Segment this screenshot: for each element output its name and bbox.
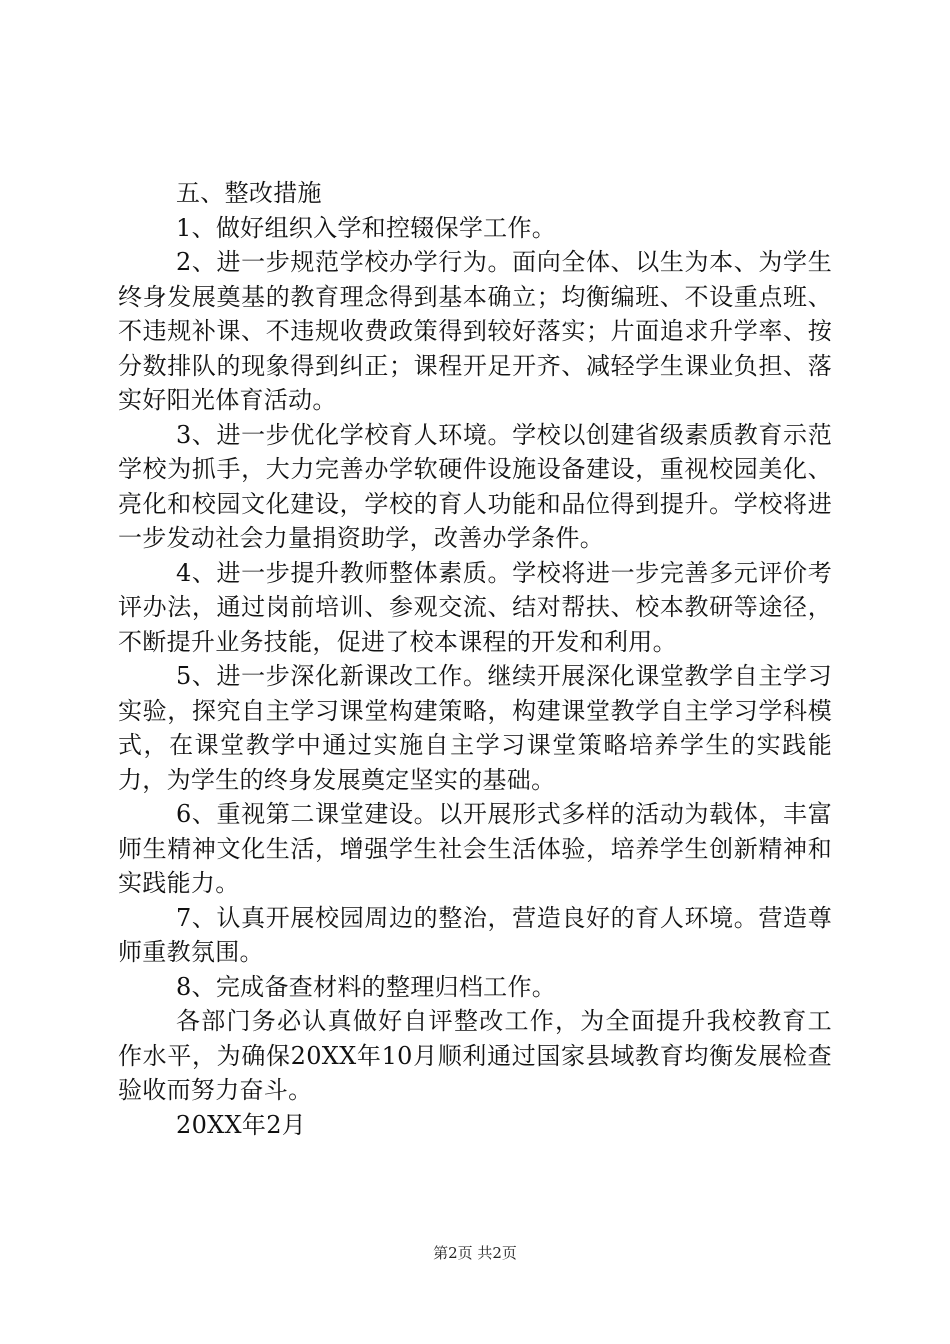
section-heading: 五、整改措施 — [176, 179, 322, 207]
page-number-footer: 第2页 共2页 — [433, 1244, 517, 1262]
measure-item-5: 5、进一步深化新课改工作。继续开展深化课堂教学自主学习实验，探究自主学习课堂构建策略，构建课堂教学自主学习学科模式，在课堂教学中通过实施自主学习课堂策略培养学生的实践能力，为学生的终身发展奠定坚实的基础。 — [118, 662, 832, 794]
measure-item-8: 8、完成备查材料的整理归档工作。 — [176, 972, 557, 1001]
measure-item-6: 6、重视第二课堂建设。以开展形式多样的活动为载体，丰富师生精神文化生活，增强学生社会生活体验，培养学生创新精神和实践能力。 — [118, 800, 832, 897]
measure-item-1: 1、做好组织入学和控辍保学工作。 — [176, 213, 557, 242]
measure-item-7: 7、认真开展校园周边的整治，营造良好的育人环境。营造尊师重教氛围。 — [118, 903, 832, 966]
measure-item-2: 2、进一步规范学校办学行为。面向全体、以生为本、为学生终身发展奠基的教育理念得到基本确立；均衡编班、不设重点班、不违规补课、不违规收费政策得到较好落实；片面追求升学率、按分数排队的现象得到纠正；课程开足开齐、减轻学生课业负担、落实好阳光体育活动。 — [118, 248, 832, 414]
measure-item-3: 3、进一步优化学校育人环境。学校以创建省级素质教育示范学校为抓手，大力完善办学软硬件设施设备建设，重视校园美化、亮化和校园文化建设，学校的育人功能和品位得到提升。学校将进一步发动社会力量捐资助学，改善办学条件。 — [118, 420, 832, 552]
document-date: 20XX年2月 — [176, 1110, 307, 1139]
document-body — [118, 176, 832, 1142]
closing-paragraph: 各部门务必认真做好自评整改工作，为全面提升我校教育工作水平，为确保20XX年10月顺利通过国家县域教育均衡发展检查验收而努力奋斗。 — [118, 1007, 832, 1104]
measure-item-4: 4、进一步提升教师整体素质。学校将进一步完善多元评价考评办法，通过岗前培训、参观交流、结对帮扶、校本教研等途径，不断提升业务技能，促进了校本课程的开发和利用。 — [118, 558, 832, 656]
